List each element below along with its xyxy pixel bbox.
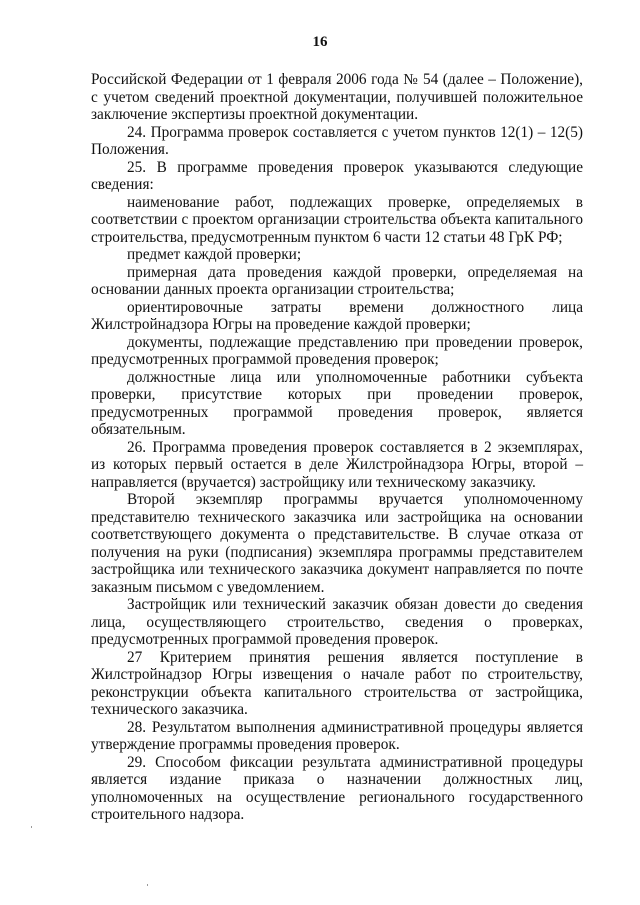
list-item-inspection-date: примерная дата проведения каждой проверки, определяемая на основании данных проекта организации строительства;	[91, 263, 583, 298]
scan-speck	[147, 884, 148, 886]
paragraph-25: 25. В программе проведения проверок указываются следующие сведения:	[91, 158, 583, 193]
paragraph-continuation: Российской Федерации от 1 февраля 2006 года № 54 (далее – Положение), с учетом сведений проектной документации, получившей положительное заключение экспертизы проектной документации.	[91, 71, 583, 123]
paragraph-developer-duty: Застройщик или технический заказчик обязан довести до сведения лица, осуществляющего строительство, сведения о проверках, предусмотренных программой проведения проверок.	[91, 596, 583, 648]
paragraph-26: 26. Программа проведения проверок составляется в 2 экземплярах, из которых первый остается в деле Жилстройнадзора Югры, второй – направляется (вручается) застройщику или техническому заказчику.	[91, 438, 583, 491]
list-item-documents: документы, подлежащие представлению при проведении проверок, предусмотренных программой проведения проверок;	[91, 333, 583, 368]
list-item-inspection-subject: предмет каждой проверки;	[127, 246, 302, 263]
list-item-officials: должностные лица или уполномоченные работники субъекта проверки, присутствие которых при проведении проверок, предусмотренных программой проведения проверок, является обязательным.	[91, 368, 583, 438]
paragraph-27: 27 Критерием принятия решения является поступление в Жилстройнадзор Югры извещения о начале работ по строительству, реконструкции объекта капитального строительства от застройщика, технического заказчика.	[91, 648, 583, 718]
paragraph-24: 24. Программа проверок составляется с учетом пунктов 12(1) – 12(5) Положения.	[91, 123, 583, 158]
paragraph-29: 29. Способом фиксации результата административной процедуры является издание приказа о назначении должностных лиц, уполномоченных на осуществление регионального государственного строительного надзора.	[91, 753, 583, 823]
scan-speck	[31, 826, 32, 828]
list-item-work-names: наименование работ, подлежащих проверке, определяемых в соответствии с проектом организации строительства объекта капитального строительства, предусмотренным пунктом 6 части 12 статьи 48 ГрК РФ;	[91, 193, 583, 246]
document-body	[91, 71, 583, 824]
list-item-time-costs: ориентировочные затраты времени должностного лица Жилстройнадзора Югры на проведение каждой проверки;	[91, 298, 583, 333]
page-number: 16	[312, 34, 328, 50]
paragraph-28: 28. Результатом выполнения административной процедуры является утверждение программы проведения проверок.	[91, 718, 583, 753]
paragraph-second-copy: Второй экземпляр программы вручается уполномоченному представителю технического заказчика или застройщика на основании соответствующего документа о представительстве. В случае отказа от получения на руки (подписания) экземпляра программы представителем застройщика или технического заказчика документ направляется по почте заказным письмом с уведомлением.	[91, 491, 583, 596]
